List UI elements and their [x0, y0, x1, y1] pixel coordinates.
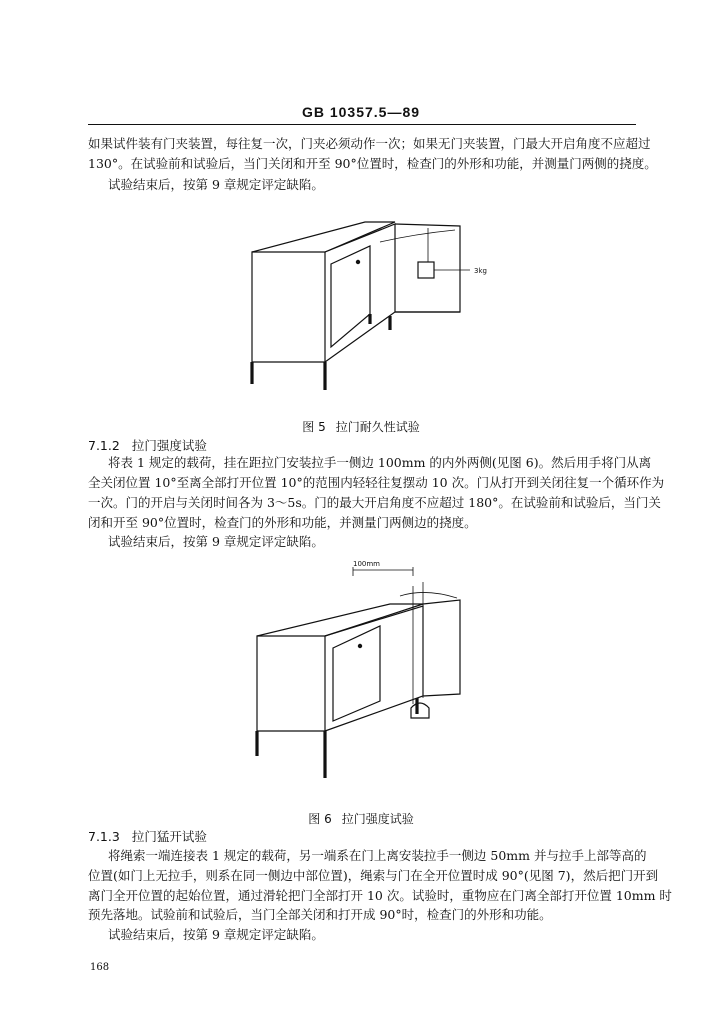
sec712-line-5: 试验结束后，按第 9 章规定评定缺陷。: [108, 534, 324, 549]
dimension-line: [353, 567, 413, 576]
section-title: 拉门强度试验: [131, 438, 207, 453]
sec713-line-1: 将绳索一端连接表 1 规定的载荷，另一端系在门上离安装拉手一侧边 50mm 并与拉手上部等高的: [108, 848, 647, 863]
dimension-label: 100mm: [353, 560, 380, 568]
load-label: 3kg: [474, 267, 487, 275]
sec713-line-3: 离门全开位置的起始位置，通过滑轮把门全部打开 10 次。试验时，重物应在门离全部打开位置 10mm 时: [88, 888, 672, 903]
open-door: [423, 600, 460, 696]
section-7-1-3-heading: [88, 827, 207, 845]
section-number: 7.1.3: [88, 829, 120, 844]
sec712-line-2: 全关闭位置 10°至离全部打开位置 10°的范围内轻轻往复摆动 10 次。门从打开到关闭往复一个循环作为: [88, 475, 665, 490]
page-number: 168: [90, 962, 110, 973]
figure-5-diagram: [230, 212, 510, 402]
para1-line-2: 130°。在试验前和试验后，当门关闭和开至 90°位置时，检查门的外形和功能，并测量门两侧的挠度。: [88, 156, 657, 171]
door-handle-icon: [358, 644, 362, 648]
figure-6-number: 图 6: [308, 812, 332, 826]
header-rule: [88, 124, 636, 125]
section-7-1-2-heading: [88, 436, 207, 454]
swing-arc: [380, 230, 455, 242]
para1-line-1: 如果试件装有门夹装置，每往复一次，门夹必须动作一次；如果无门夹装置，门最大开启角度不应超过: [88, 136, 651, 151]
figure-5-title: 拉门耐久性试验: [335, 420, 420, 434]
sec713-line-5: 试验结束后，按第 9 章规定评定缺陷。: [108, 927, 324, 942]
figure-5-caption: [0, 418, 722, 435]
cabinet-outline: [257, 604, 423, 778]
para1-line-3: 试验结束后，按第 9 章规定评定缺陷。: [108, 177, 324, 192]
cabinet-outline: [252, 222, 395, 390]
door-handle-icon: [356, 260, 360, 264]
figure-5-number: 图 5: [302, 420, 326, 434]
sec713-line-4: 预先落地。试验前和试验后，当门全部关闭和打开成 90°时，检查门的外形和功能。: [88, 907, 552, 922]
load-weight-icon: [418, 262, 434, 278]
figure-6-title: 拉门强度试验: [341, 812, 414, 826]
section-number: 7.1.2: [88, 438, 120, 453]
figure-6-caption: [0, 810, 722, 827]
section-title: 拉门猛开试验: [131, 829, 207, 844]
sec712-line-1: 将表 1 规定的载荷，挂在距拉门安装拉手一侧边 100mm 的内外两侧(见图 6)。然后用手将门从离: [108, 455, 652, 470]
sec713-line-2: 位置(如门上无拉手，则系在同一侧边中部位置)，绳索与门在全开位置时成 90°(见图 7)，然后把门开到: [88, 868, 659, 883]
sec712-line-3: 一次。门的开启与关闭时间各为 3～5s。门的最大开启角度不应超过 180°。在试验前和试验后，当门关: [88, 495, 661, 510]
swing-arc: [400, 592, 457, 598]
sec712-line-4: 闭和开至 90°位置时，检查门的外形和功能，并测量门两侧边的挠度。: [88, 515, 477, 530]
standard-header: GB 10357.5—89: [301, 104, 421, 120]
load-weight-icon: [411, 703, 429, 718]
figure-6-diagram: [245, 556, 485, 786]
